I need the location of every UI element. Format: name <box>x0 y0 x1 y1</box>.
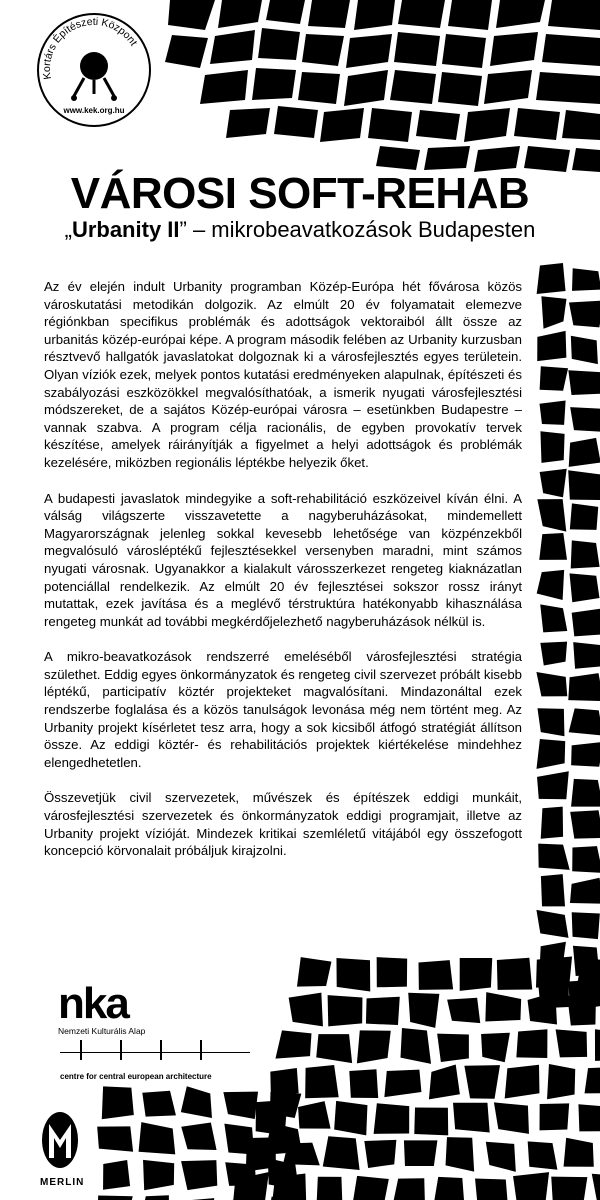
subtitle-quote: „ <box>64 217 72 242</box>
paragraph: A mikro-beavatkozások rendszerré emeléséből városfejlesztési stratégia születhet. Eddig egyes önkormányzatok és rengeteg civil szervezet próbált kisebb léptékű, participatív köztér projekteket magvalósítani. Mindazonáltal ezek rendszerbe foglalása és a közös tanulságok levonása még nem történt meg. Az Urbanity projekt kísérletet tesz arra, hogy a sok kicsiből átfogó stratégiát állítson össze. Az eddigi köztér- és rehabilitációs projektek kiértékelése mindehhez elengedhetetlen. <box>44 649 522 770</box>
nka-fullname: Nemzeti Kulturális Alap <box>58 1026 146 1036</box>
kek-logo <box>34 10 154 130</box>
paragraph: Az év elején indult Urbanity programban Közép-Európa hét fővárosa közös városkutatási metodikán dolgozik. Az elmúlt 20 év folyamatait elemezve régiónkban specifikus problémák és adottságok vektoraiból állt össze az urbanitás közép-európai képe. A program második felében az Urbanity kurzusban résztvevő hallgatók javaslatokat dolgoznak ki a városfejlesztés egyes területein. Olyan víziók ezek, melyek pontos kutatási eredményeken alapulnak, építészeti és szabályozási eszközökkel megvalósíthatóak, a ismerik nyugati városfejlesztési módszereket, de a sajátos Közép-európai városra – esetünkben Budapestre – vannak szabva. A program célja racionális, de egyben provokatív tervek készítése, amelyek ráirányítják a figyelmet a helyi adottságok és problémák kezelésére, miközben regionális léptékbe helyezik őket. <box>44 279 522 470</box>
page-subtitle <box>0 216 600 244</box>
body-text <box>44 278 522 878</box>
nka-wordmark: nka <box>58 979 128 1028</box>
paragraph: A budapesti javaslatok mindegyike a soft-rehabilitáció eszközeivel kíván élni. A válság világszerte visszavetette a nagyberuházásokat, mindemellett Magyarországnak jelenleg sokkal kevesebb lehetősége van közpénzekből megvalósuló városléptékű fejlesztésekkel versenyben maradni, mint számos nyugati városnak. Ugyanakkor a kialakult városszerkezet rengeteg kiaknázatlan potenciállal rendelkezik. Az elmúlt 20 év fejlesztései sokszor rossz irányt mutattak, ezek javítása és a meglévő térstruktúra hatékonyabb kihasználása rengeteg munkát ad további megkérdőjelezhető nagyberuházások nélkül is. <box>44 490 522 629</box>
kek-ring-text: Kortárs Építészeti Központ <box>40 15 140 81</box>
merlin-logo <box>40 1110 85 1190</box>
subtitle-rest: ” – mikrobeavatkozások Budapesten <box>179 217 536 242</box>
subtitle-bold: Urbanity II <box>71 217 180 242</box>
page-title: VÁROSI SOFT-REHAB <box>70 169 530 218</box>
merlin-m-icon <box>40 1110 80 1170</box>
nka-logo <box>58 979 146 1036</box>
merlin-text: MERLIN <box>40 1177 85 1188</box>
cca-ticks-graphic <box>60 1040 250 1066</box>
cca-text: centre for central european architecture <box>60 1072 212 1081</box>
cca-logo <box>60 1040 250 1084</box>
paragraph: Összevetjük civil szervezetek, művészek és építészek eddigi munkáit, városfejlesztési szervezetek és önkormányzatok eddigi programjait, illetve az Urbanity projekt vízióját. Mindezek kritikai szemléletű vitájából egy összefogott koncepció körvonalait próbáljuk kirajzolni. <box>44 790 522 859</box>
kek-url: www.kek.org.hu <box>63 106 125 115</box>
